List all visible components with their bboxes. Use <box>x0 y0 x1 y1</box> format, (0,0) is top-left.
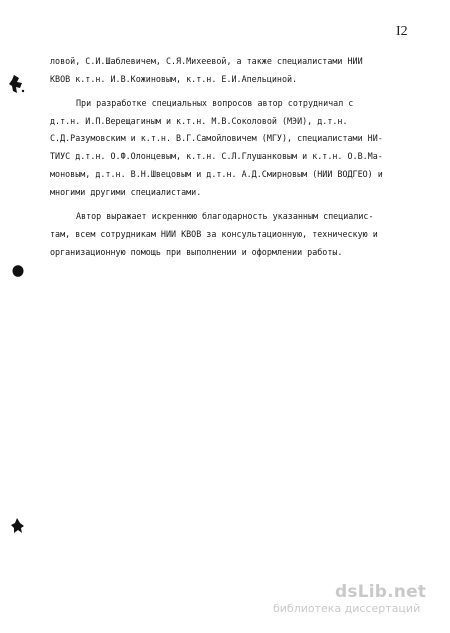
text-line: С.Д.Разумовским и к.т.н. В.Г.Самойловичем (МГУ), специалистами НИ- <box>50 133 383 143</box>
text-line: При разработке специальных вопросов автор сотрудничал с <box>76 98 354 108</box>
text-line: Автор выражает искреннюю благодарность указанным специалис- <box>76 211 374 221</box>
text-line: КВОВ к.т.н. И.В.Кожиновым, к.т.н. Е.И.Апельциной. <box>50 74 298 84</box>
text-line: ловой, С.И.Шаблевичем, С.Я.Михеевой, а также специалистами НИИ <box>50 56 363 66</box>
text-line: моновым, д.т.н. В.Н.Швецовым и д.т.н. А.Д.Смирновым (НИИ ВОДГЕО) и <box>50 169 383 179</box>
text-line: ТИУС д.т.н. О.Ф.Олонцевым, к.т.н. С.Л.Глушанковым и к.т.н. О.В.Ма- <box>50 151 383 161</box>
watermark-logo: dsLib.net <box>335 582 427 602</box>
text-line: многими другими специалистами. <box>50 187 202 197</box>
binding-mark-top <box>8 74 28 96</box>
binding-mark-middle <box>11 264 25 278</box>
binding-mark-bottom <box>10 517 26 534</box>
text-line: д.т.н. И.П.Верещагиным и к.т.н. М.В.Соколовой (МЭИ), д.т.н. <box>50 116 348 126</box>
watermark-subtitle: библиотека диссертаций <box>273 602 421 615</box>
page-number: I2 <box>396 24 408 39</box>
text-line: организационную помощь при выполнении и оформлении работы. <box>50 247 343 257</box>
watermark <box>273 582 445 615</box>
text-line: там, всем сотрудникам НИИ КВОВ за консультационную, техническую и <box>50 229 378 239</box>
